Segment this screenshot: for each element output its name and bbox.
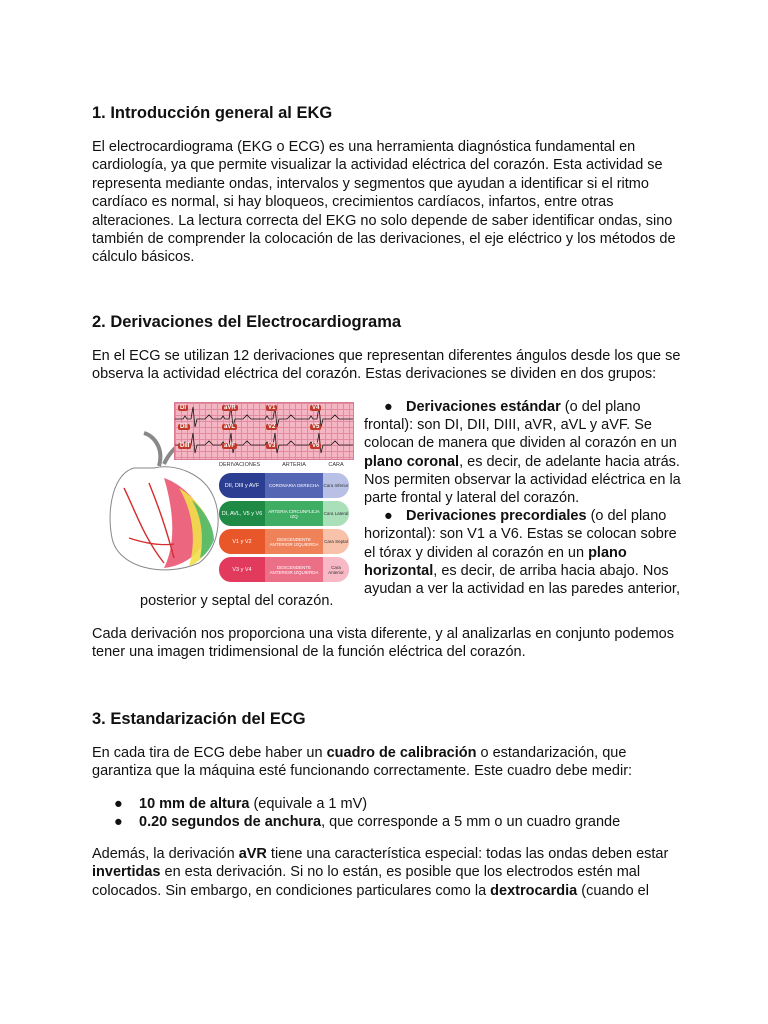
text-line: El electrocardiograma (EKG o ECG) es una herramienta diagnóstica fundamental en bbox=[92, 139, 636, 155]
lead-label: V3 bbox=[268, 443, 276, 449]
text-line bbox=[92, 845, 692, 863]
lead-label: DIII bbox=[180, 443, 190, 449]
row-artery: DESCENDENTE ANTERIOR IZQUIERDA bbox=[265, 529, 323, 554]
text-span: , es decir, de adelante hacia atrás. bbox=[459, 453, 680, 470]
text-line: tener una imagen tridimensional de la función eléctrica del corazón. bbox=[92, 644, 526, 661]
calibration-list bbox=[92, 795, 692, 832]
ecg-trace bbox=[175, 403, 353, 459]
text-line: En el ECG se utilizan 12 derivaciones que representan diferentes ángulos desde los que se bbox=[92, 348, 681, 364]
leads-bullet-list bbox=[364, 398, 694, 598]
text-line: cardíaco es normal, si hay bloqueos, crecimientos cardíacos, infartos, entre otras bbox=[92, 194, 614, 211]
text-span: En cada tira de ECG debe haber un bbox=[92, 745, 327, 761]
bold-term: plano coronal bbox=[364, 453, 460, 470]
text-line: parte frontal y lateral del corazón. bbox=[364, 490, 580, 507]
text-line: cardiología, ya que permite visualizar la actividad eléctrica del corazón. Esta actividad se bbox=[92, 157, 663, 174]
lead-label: aVF bbox=[224, 443, 236, 449]
bullet-icon: ● bbox=[114, 814, 123, 831]
text-line: frontal): son DI, DII, DIII, aVR, aVL y aVF. Se bbox=[364, 417, 652, 434]
bold-term: 0.20 segundos de anchura bbox=[139, 814, 322, 831]
text-line: observa la actividad eléctrica del corazón. Estas derivaciones se dividen en dos grupos: bbox=[92, 366, 657, 383]
text-line: cálculo básicos. bbox=[92, 249, 195, 266]
bullet-heading: Derivaciones estándar bbox=[406, 399, 561, 415]
section-3-title: 3. Estandarización del ECG bbox=[92, 710, 306, 728]
row-leads: DII, DIII y AVF bbox=[219, 473, 265, 498]
text-line: representa mediante ondas, intervalos y segmentos que ayudan a identificar si el ritmo bbox=[92, 175, 649, 192]
row-leads: V3 y V4 bbox=[219, 557, 265, 582]
bold-term: plano bbox=[588, 544, 627, 561]
section-2-intro bbox=[92, 347, 692, 384]
text-line bbox=[92, 882, 692, 900]
text-span: en esta derivación. Si no lo están, es posible que los electrodos estén mal bbox=[160, 864, 641, 881]
lead-label: V4 bbox=[312, 405, 320, 411]
text-line: ayudan a ver la actividad en las paredes anterior, bbox=[364, 581, 680, 598]
lead-label: DII bbox=[180, 424, 188, 430]
bold-term: cuadro de calibración bbox=[326, 745, 477, 761]
header-face: CARA bbox=[328, 462, 344, 468]
table-row bbox=[219, 501, 349, 526]
row-leads: V1 y V2 bbox=[219, 529, 265, 554]
text-line: horizontal): son V1 a V6. Estas se colocan sobre bbox=[364, 526, 677, 543]
table-row bbox=[219, 557, 349, 582]
bullet-heading: Derivaciones precordiales bbox=[406, 508, 587, 525]
bullet-icon: ● bbox=[114, 796, 123, 812]
section-2-outro bbox=[92, 625, 692, 662]
row-artery: CORONARIA DERECHA bbox=[265, 473, 323, 498]
text-line: Cada derivación nos proporciona una vista diferente, y al analizarlas en conjunto podemos bbox=[92, 626, 674, 642]
text-span: colocados. Sin embargo, en condiciones particulares como la bbox=[92, 882, 491, 899]
list-item bbox=[92, 795, 692, 813]
leads-artery-table bbox=[219, 462, 349, 582]
bold-term: 10 mm de altura bbox=[139, 796, 250, 812]
lead-label: aVL bbox=[224, 424, 236, 430]
section-3-paragraph-1 bbox=[92, 744, 692, 781]
text-span: , es decir, de arriba hacia abajo. Nos bbox=[433, 562, 669, 579]
text-line: colocan de manera que dividen al corazón en un bbox=[364, 435, 677, 452]
row-artery: DESCENDENTE ANTERIOR IZQUIERDA bbox=[265, 557, 323, 582]
text-line: posterior y septal del corazón. bbox=[140, 593, 334, 609]
text-span: (equivale a 1 mV) bbox=[249, 796, 368, 812]
ecg-leads-figure bbox=[104, 398, 354, 578]
lead-label: DI bbox=[180, 405, 186, 411]
lead-label: V5 bbox=[312, 424, 320, 430]
row-face: Cara Anterior bbox=[323, 557, 349, 582]
row-face: Cara Septal bbox=[323, 529, 349, 554]
bold-term: horizontal bbox=[364, 562, 434, 579]
table-header bbox=[219, 462, 349, 470]
ecg-strip bbox=[174, 402, 354, 460]
text-line bbox=[364, 562, 694, 580]
lead-label: aVR bbox=[224, 405, 236, 411]
bullet-icon: ● bbox=[384, 508, 393, 525]
text-span: (cuando el bbox=[577, 882, 649, 899]
text-span: (o del plano bbox=[586, 508, 667, 525]
bullet-icon: ● bbox=[384, 399, 393, 415]
text-line: también de comprender la colocación de las derivaciones, el eje eléctrico y los métodos de bbox=[92, 231, 676, 248]
text-line bbox=[364, 544, 694, 562]
list-item bbox=[92, 813, 692, 831]
text-span: (o del plano bbox=[560, 399, 641, 415]
text-line: Nos permiten observar la actividad eléctrica en la bbox=[364, 471, 681, 488]
text-span: , que corresponde a 5 mm o un cuadro grande bbox=[321, 814, 621, 831]
section-1-title: 1. Introducción general al EKG bbox=[92, 104, 333, 122]
table-row bbox=[219, 529, 349, 554]
text-line bbox=[92, 744, 692, 762]
text-line bbox=[364, 453, 694, 471]
bold-term: invertidas bbox=[92, 864, 161, 881]
text-line bbox=[92, 863, 692, 881]
bold-term: dextrocardia bbox=[490, 882, 578, 899]
row-leads: DI, AVL, V5 y V6 bbox=[219, 501, 265, 526]
header-artery: ARTERIA bbox=[282, 462, 306, 468]
table-row bbox=[219, 473, 349, 498]
text-span: el tórax y dividen al corazón en un bbox=[364, 544, 589, 561]
lead-label: V1 bbox=[268, 405, 276, 411]
header-leads: DERIVACIONES bbox=[219, 462, 261, 468]
row-face: Cara Lateral bbox=[323, 501, 349, 526]
row-artery: ARTERIA CIRCUNFLEJA IZQ bbox=[265, 501, 323, 526]
text-span: tiene una característica especial: todas las ondas deben estar bbox=[266, 846, 669, 862]
row-face: Cara Inferior bbox=[323, 473, 349, 498]
bullet-precordial-line-1 bbox=[364, 507, 694, 525]
text-line: alteraciones. La lectura correcta del EKG no solo depende de saber identificar ondas, sino bbox=[92, 212, 673, 229]
section-2-title: 2. Derivaciones del Electrocardiograma bbox=[92, 313, 402, 331]
section-3-paragraph-2 bbox=[92, 845, 692, 900]
bold-term: aVR bbox=[238, 846, 267, 862]
lead-label: V6 bbox=[312, 443, 320, 449]
bullet-standard-line-1 bbox=[364, 398, 694, 416]
lead-label: V2 bbox=[268, 424, 276, 430]
section-1-paragraph bbox=[92, 138, 692, 267]
text-line: garantiza que la máquina esté funcionando correctamente. Este cuadro debe medir: bbox=[92, 763, 633, 780]
text-span: o estandarización, que bbox=[476, 745, 627, 761]
text-span: Además, la derivación bbox=[92, 846, 239, 862]
